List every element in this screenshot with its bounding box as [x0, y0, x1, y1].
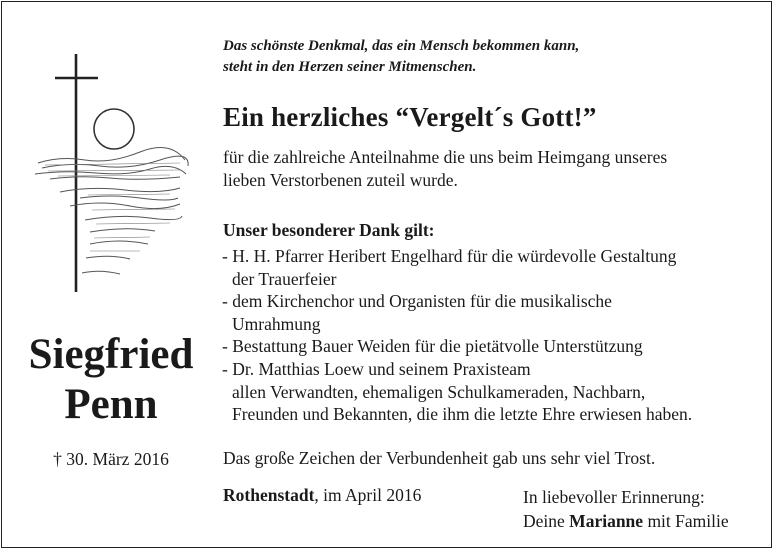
intro-text: [223, 146, 667, 192]
deceased-last-name: Penn: [64, 381, 158, 428]
closing-text: Das große Zeichen der Verbundenheit gab uns sehr viel Trost.: [223, 448, 656, 468]
landscape-sketch: [35, 148, 188, 275]
signature-name: Marianne: [569, 511, 644, 531]
memorial-quote: [223, 36, 579, 78]
list-item: der Trauerfeier: [232, 268, 337, 289]
intro-line: für die zahlreiche Anteilnahme die uns beim Heimgang unseres: [223, 147, 668, 167]
signature: [523, 485, 729, 533]
signature-line: In liebevoller Erinnerung:: [523, 487, 705, 507]
list-item: Freunden und Bekannten, die ihm die letzte Ehre erwiesen haben.: [232, 404, 693, 425]
landscape-hatching: [45, 163, 180, 251]
cross-landscape-illustration: [30, 48, 190, 298]
place-date-text: , im April 2016: [314, 485, 422, 505]
deceased-first-name: Siegfried: [28, 331, 194, 378]
thanks-heading: Ein herzliches “Vergelt´s Gott!”: [223, 102, 597, 132]
intro-line: lieben Verstorbenen zuteil wurde.: [223, 170, 458, 190]
thanks-list: [222, 245, 692, 426]
special-thanks-title: Unser besonderer Dank gilt:: [223, 220, 435, 240]
place-city: Rothenstadt: [223, 485, 315, 505]
signature-prefix: Deine: [523, 511, 570, 531]
list-item: - dem Kirchenchor und Organisten für die musikalische: [222, 291, 612, 312]
list-item: - Dr. Matthias Loew und seinem Praxisteam: [222, 358, 531, 379]
place-date: [223, 484, 421, 506]
signature-suffix: mit Familie: [643, 511, 729, 531]
signature-line: [523, 509, 729, 533]
death-date: † 30. März 2016: [53, 449, 169, 469]
quote-line: steht in den Herzen seiner Mitmenschen.: [223, 59, 477, 75]
moon-icon: [94, 109, 134, 149]
list-item: Umrahmung: [232, 313, 321, 334]
list-item: allen Verwandten, ehemaligen Schulkameraden, Nachbarn,: [232, 381, 646, 402]
list-item: - H. H. Pfarrer Heribert Engelhard für die würdevolle Gestaltung: [222, 246, 677, 266]
quote-line: Das schönste Denkmal, das ein Mensch bekommen kann,: [223, 38, 580, 54]
list-item: - Bestattung Bauer Weiden für die pietätvolle Unterstützung: [222, 336, 643, 357]
deceased-name: [0, 330, 222, 430]
